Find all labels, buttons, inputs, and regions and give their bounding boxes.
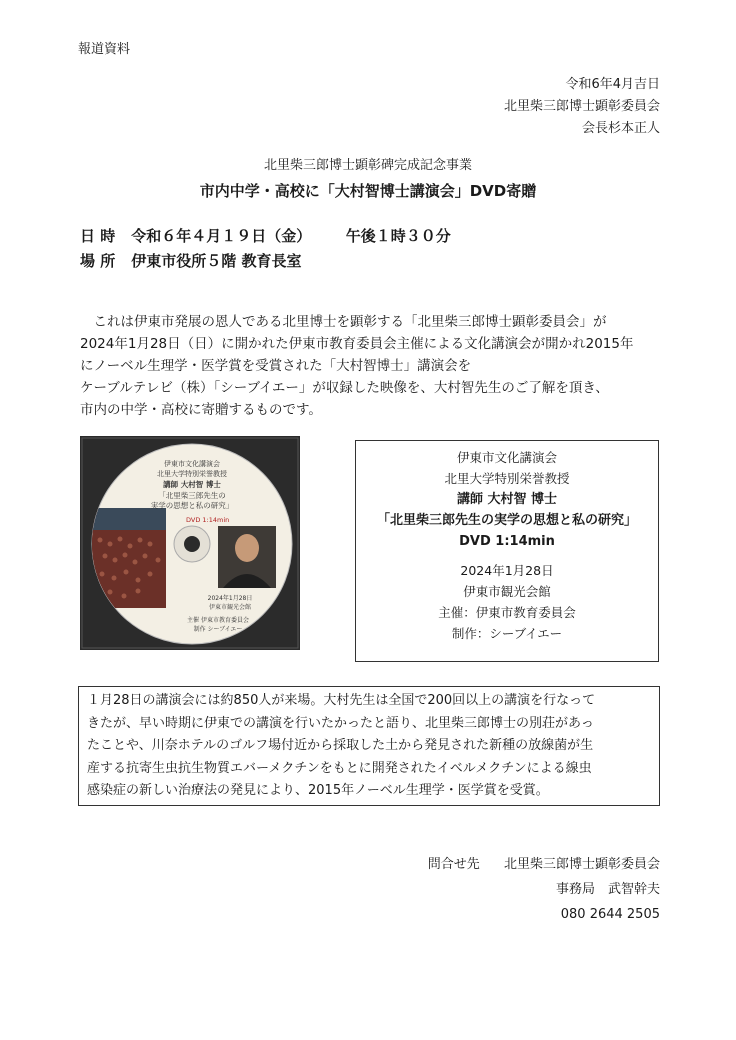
summary-line: きたが、早い時期に伊東での講演を行いたかったと語り、北里柴三郎博士の別荘があっ: [87, 715, 594, 731]
dvd-label-runtime: DVD 1:14min: [186, 516, 230, 524]
issue-date: 令和6年4月吉日: [565, 77, 660, 92]
dvd-label-producer: 制作 シーブイエー: [193, 626, 243, 633]
body-line: ケーブルテレビ（株）「シーブイエー」が収録した映像を、大村智先生のご了解を頂き、: [80, 380, 609, 396]
dvd-disc-image: [80, 436, 300, 650]
contact-organization-row: [360, 852, 660, 877]
dvd-label-host: 主催 伊東市教育委員会: [187, 617, 249, 624]
body-line: これは伊東市発展の恩人である北里博士を顕彰する「北里柴三郎博士顕彰委員会」が: [80, 314, 607, 330]
contact-organization: 北里柴三郎博士顕彰委員会: [503, 857, 660, 872]
info-date: 2024年1月28日: [460, 563, 554, 578]
event-time-value: 午後１時３０分: [345, 227, 451, 245]
event-place-value: 伊東市役所５階 教育長室: [131, 252, 302, 270]
body-line: 市内の中学・高校に寄贈するものです。: [80, 402, 322, 418]
info-venue: 伊東市観光会館: [463, 584, 551, 599]
contact-block: [360, 852, 660, 927]
dvd-label-line1: 伊東市文化講演会: [164, 460, 220, 468]
summary-line: たことや、川奈ホテルのゴルフ場付近から採取した土から発見された新種の放線菌が生: [87, 738, 594, 753]
dvd-label-line4: 「北里柴三郎先生の: [158, 491, 226, 500]
dvd-label-line5: 実学の思想と私の研究」: [150, 501, 234, 510]
event-date-row: [80, 224, 451, 249]
document-type-label: 報道資料: [78, 42, 131, 57]
summary-line: １月28日の講演会には約850人が来場。大村先生は全国で200回以上の講演を行なって: [87, 693, 596, 708]
info-line1: 伊東市文化講演会: [456, 450, 557, 465]
event-date-key: 日 時: [80, 227, 116, 245]
body-paragraph: [80, 311, 660, 421]
contact-label: 問合せ先: [427, 857, 480, 872]
contact-office: 事務局 武智幹夫: [555, 882, 660, 897]
contact-phone: 080 2644 2505: [560, 907, 660, 922]
body-line: にノーベル生理学・医学賞を受賞された「大村智博士」講演会を: [80, 358, 472, 374]
info-lecture-title: 「北里柴三郎先生の実学の思想と私の研究」: [376, 513, 637, 528]
event-place-key: 場 所: [80, 252, 116, 270]
dvd-label-line2: 北里大学特別栄誉教授: [157, 470, 227, 478]
summary-line: 産する抗寄生虫抗生物質エバーメクチンをもとに開発されたイベルメクチンによる線虫: [87, 760, 592, 776]
issuer-block: [400, 74, 660, 140]
info-lecturer: 講師 大村智 博士: [456, 492, 558, 507]
summary-box: [78, 686, 660, 806]
dvd-photo: [80, 436, 300, 650]
summary-line: 感染症の新しい治療法の発見により、2015年ノーベル生理学・医学賞を受賞。: [87, 783, 549, 798]
issuer-organization: 北里柴三郎博士顕彰委員会: [503, 99, 660, 114]
body-line: 2024年1月28日（日）に開かれた伊東市教育委員会主催による文化講演会が開かれ2015年: [80, 336, 634, 352]
issuer-chairman: 会長杉本正人: [581, 121, 660, 136]
dvd-info-box: [355, 440, 659, 662]
info-runtime: DVD 1:14min: [459, 534, 555, 549]
page-subtitle: 北里柴三郎博士顕彰碑完成記念事業: [263, 158, 472, 173]
event-place-row: [80, 249, 451, 274]
info-producer: 制作：シーブイエー: [451, 626, 563, 641]
dvd-label-venue: 伊東市観光会館: [208, 604, 252, 611]
dvd-label-line3: 講師 大村智 博士: [163, 480, 221, 489]
dvd-label-date: 2024年1月28日: [207, 595, 253, 602]
event-date-value: 令和６年４月１９日（金）: [131, 227, 312, 245]
page-title: 市内中学・高校に「大村智博士講演会」DVD寄贈: [199, 182, 537, 200]
info-host: 主催：伊東市教育委員会: [438, 605, 576, 620]
event-info: [80, 224, 451, 274]
info-line2: 北里大学特別栄誉教授: [444, 471, 570, 486]
